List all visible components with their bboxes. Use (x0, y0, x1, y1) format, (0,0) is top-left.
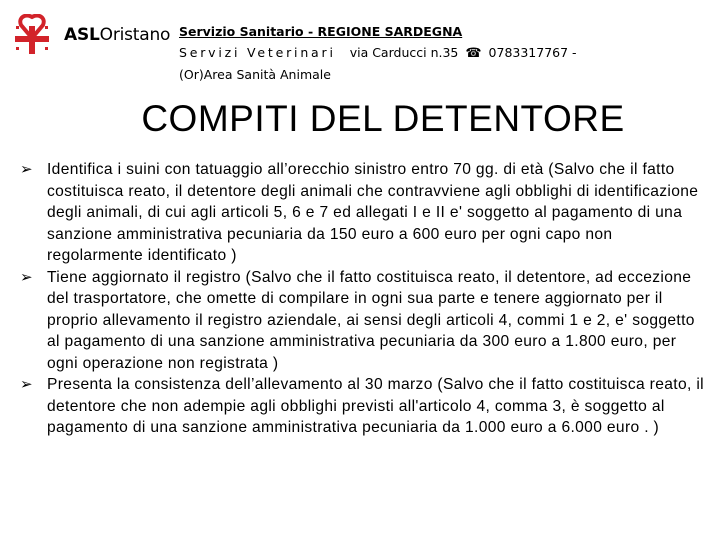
asl-cross-logo-icon (12, 14, 56, 56)
list-item (20, 159, 706, 267)
list-item (20, 267, 706, 375)
area-name: (Or)Area Sanità Animale (179, 67, 331, 82)
duties-list (20, 159, 706, 439)
arrow-bullet-icon: ➢ (20, 268, 33, 286)
arrow-bullet-icon: ➢ (20, 161, 33, 178)
phone-number: 0783317767 - (488, 45, 577, 60)
page-title: COMPITI DEL DETENTORE (141, 98, 625, 139)
phone-icon: ☎ (465, 46, 482, 61)
document-header (179, 21, 714, 85)
department-name: Servizi Veterinari (179, 45, 336, 60)
asl-logo (12, 14, 170, 56)
address: via Carducci n.35 (349, 45, 459, 60)
list-item-text: Presenta la consistenza dell’allevamento al 30 marzo (Salvo che il fatto costituisca reato, il detentore che non adempie agli obblighi previsti all'articolo 4, comma 3, è soggetto al pagamento di una sanzione amministrativa pecuniaria da 1.000 euro a 6.000 euro . ) (47, 376, 704, 436)
arrow-bullet-icon: ➢ (20, 376, 33, 393)
list-item-text: Identifica i suini con tatuaggio all’orecchio sinistro entro 70 gg. di età (Salvo che il fatto costituisca reato, il detentore degli animali che contravviene agli obblighi di identificazione degli animali, di cui agli articoli 5, 6 e 7 ed allegati I e II e' soggetto al pagamento di una sanzione amministrativa pecuniaria da 150 euro a 600 euro per ogni capo non regolarmente identificato ) (47, 161, 699, 264)
service-name: Servizio Sanitario - REGIONE SARDEGNA (179, 24, 463, 39)
list-item (20, 374, 706, 439)
logo-wordmark: ASLOristano (64, 25, 171, 45)
list-item-text: Tiene aggiornato il registro (Salvo che il fatto costituisca reato, il detentore, ad eccezione del trasportatore, che omette di compilare in ogni sua parte e tenere aggiornato per il proprio allevamento il registro aziendale, ai sensi degli articoli 4, commi 1 e 2, e' soggetto al pagamento di una sanzione amministrativa pecuniaria da 300 euro a 1.800 euro, per ogni operazione non registrata ) (47, 268, 695, 372)
